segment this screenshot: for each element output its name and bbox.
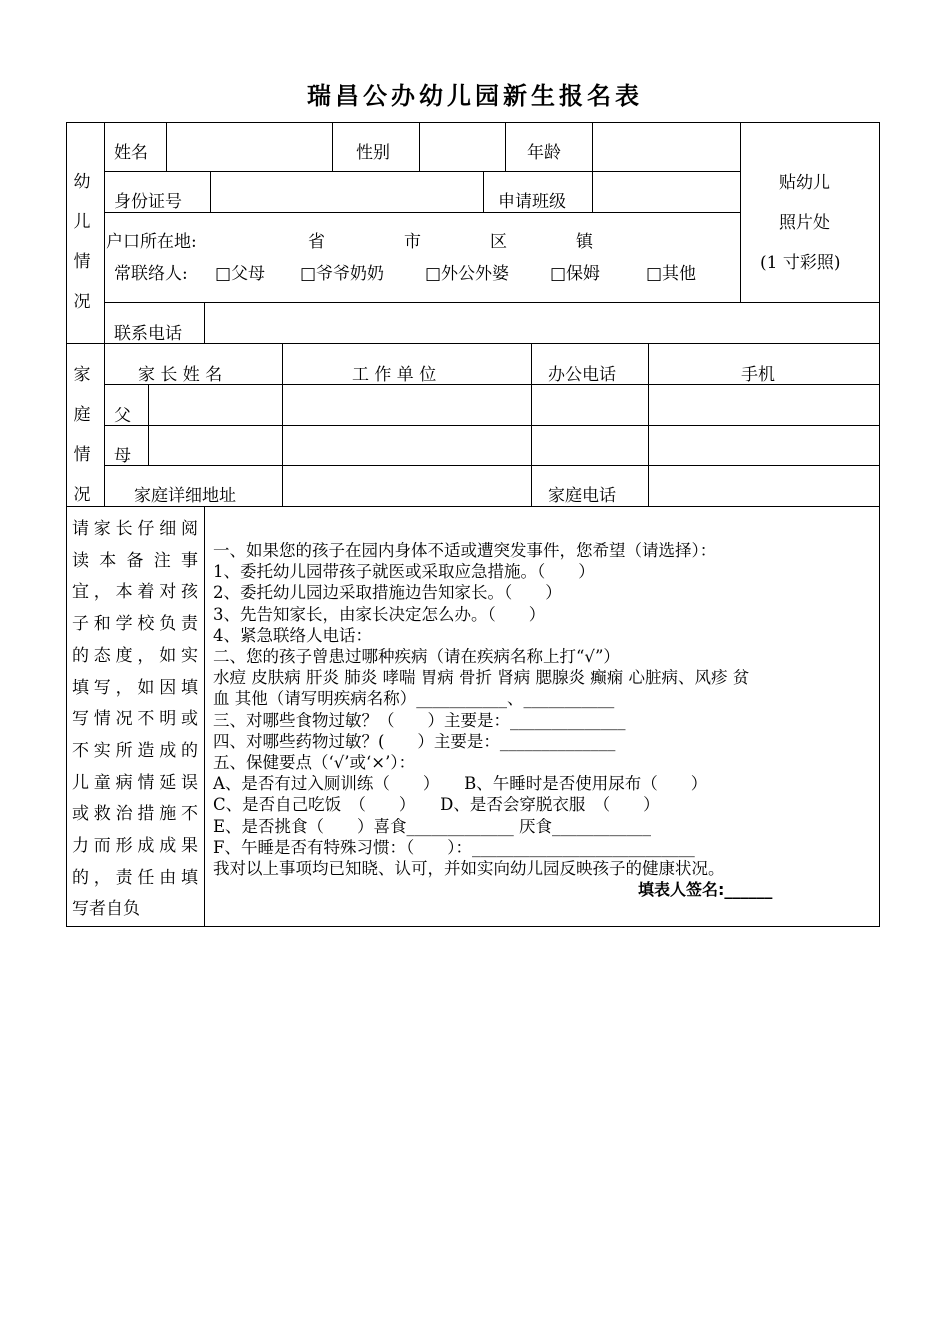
mother-label: 母 (114, 446, 131, 466)
notes-line: 二、您的孩子曾患过哪种疾病（请在疾病名称上打“√”） (213, 647, 620, 667)
notes-line: 1、委托幼儿园带孩子就医或采取应急措施。（ ） (213, 562, 595, 582)
family-side-label-1: 家 (73, 365, 91, 385)
notes-side-line: 读本备注事 (72, 550, 198, 571)
id-number-label: 身份证号 (114, 192, 182, 212)
notes-side-line: 写者自负 (72, 899, 140, 920)
signature-label: 填表人签名:______ (638, 880, 773, 900)
hukou-label: 户口所在地: (106, 232, 197, 252)
contact-option-grandparents-maternal[interactable]: □外公外婆 (425, 264, 510, 284)
home-phone-label: 家庭电话 (548, 486, 616, 506)
name-label: 姓名 (114, 143, 148, 163)
notes-side-line: 子和学校负责 (72, 614, 198, 635)
notes-side-line: 填写，如因填 (72, 677, 198, 698)
notes-side-line: 的态度，如实 (72, 645, 198, 666)
notes-side-line: 力而形成成果 (72, 836, 198, 857)
family-side-label-2: 庭 (73, 405, 91, 425)
age-label: 年龄 (527, 143, 561, 163)
notes-side-line: 写情况不明或 (72, 709, 198, 730)
contact-person-label: 常联络人: (114, 264, 188, 284)
notes-side-line: 请家长仔细阅 (72, 519, 198, 539)
mobile-header: 手机 (741, 365, 775, 385)
notes-line: 五、保健要点（‘√’或‘×’）： (213, 753, 416, 773)
contact-option-grandparents-paternal[interactable]: □爷爷奶奶 (300, 264, 385, 284)
child-side-label-2: 儿 (73, 212, 91, 232)
notes-line: A、是否有过入厕训练（ ） B、午睡时是否使用尿布（ ） (213, 774, 708, 794)
notes-body (213, 540, 873, 900)
notes-side-text (72, 514, 198, 926)
photo-label-1: 贴幼儿 (779, 173, 830, 193)
notes-side-line: 或救治措施不 (72, 804, 198, 825)
father-label: 父 (114, 406, 131, 426)
notes-line: 4、紧急联络人电话： (213, 625, 372, 645)
district-label: 区 (490, 232, 507, 252)
notes-side-line: 的，责任由填 (72, 867, 198, 888)
contact-option-nanny[interactable]: □保姆 (550, 264, 601, 284)
notes-line: 2、委托幼儿园边采取措施边告知家长。（ ） (213, 583, 562, 603)
child-side-label-1: 幼 (73, 172, 91, 192)
page-title: 瑞昌公办幼儿园新生报名表 (307, 82, 643, 110)
contact-phone-label: 联系电话 (114, 324, 182, 344)
notes-line: 3、先告知家长，由家长决定怎么办。（ ） (213, 604, 546, 624)
work-unit-header: 工 作 单 位 (352, 365, 437, 385)
notes-line: 三、对哪些食物过敏？（ ）主要是：______________ (213, 710, 626, 730)
contact-option-parents[interactable]: □父母 (215, 264, 266, 284)
home-address-label: 家庭详细地址 (134, 486, 236, 506)
gender-label: 性别 (356, 143, 390, 163)
notes-line: F、午睡是否有特殊习惯：（ ）：___________________________ (213, 837, 695, 857)
notes-line: 一、如果您的孩子在园内身体不适或遭突发事件，您希望（请选择）： (213, 541, 717, 560)
notes-line: 血 其他（请写明疾病名称）___________、___________ (213, 689, 615, 709)
city-label: 市 (404, 232, 421, 252)
apply-class-label: 申请班级 (498, 192, 566, 212)
photo-label-2: 照片处 (779, 213, 830, 233)
child-side-label-3: 情 (73, 252, 91, 272)
notes-line: C、是否自己吃饭 （ ） D、是否会穿脱衣服 （ ） (213, 795, 660, 815)
contact-option-other[interactable]: □其他 (646, 264, 697, 284)
family-side-label-3: 情 (73, 445, 91, 465)
notes-line: 四、对哪些药物过敏？( ）主要是：______________ (213, 731, 616, 751)
photo-label-3: (1 寸彩照) (760, 253, 841, 273)
notes-line: 水痘 皮肤病 肝炎 肺炎 哮喘 胃病 骨折 肾病 腮腺炎 癫痫 心脏病、风疹 贫 (213, 668, 750, 688)
family-side-label-4: 况 (73, 485, 91, 505)
notes-side-line: 儿童病情延误 (72, 772, 198, 793)
child-side-label-4: 况 (73, 292, 91, 312)
town-label: 镇 (576, 232, 593, 252)
parent-name-header: 家 长 姓 名 (138, 365, 223, 385)
notes-side-line: 宜，本着对孩 (72, 582, 198, 603)
office-phone-header: 办公电话 (548, 365, 616, 385)
notes-line: 我对以上事项均已知晓、认可，并如实向幼儿园反映孩子的健康状况。 (213, 859, 725, 879)
notes-line: E、是否挑食（ ）喜食_____________ 厌食____________ (213, 816, 652, 836)
province-label: 省 (308, 232, 325, 252)
notes-side-line: 不实所造成的 (72, 740, 198, 761)
